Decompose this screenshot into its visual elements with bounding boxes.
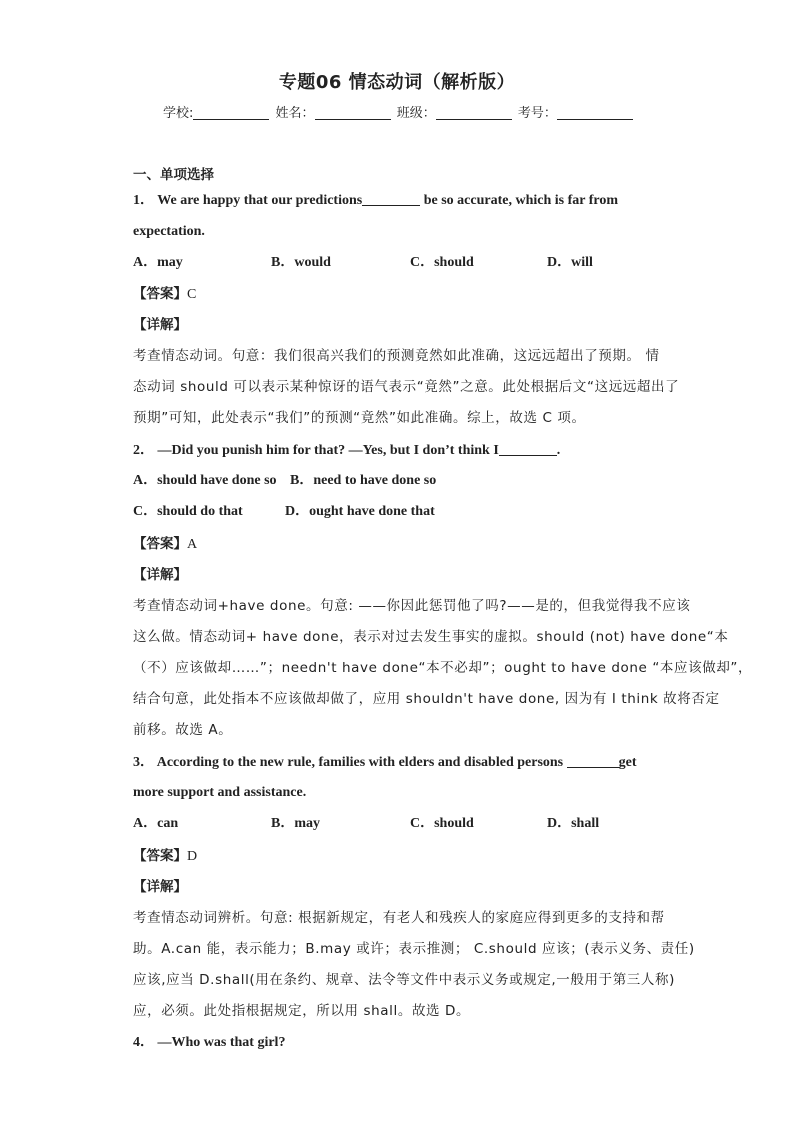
question-4-stem (133, 1034, 285, 1052)
question-2-option-a[interactable]: A．should have done so (133, 473, 277, 488)
question-1-option-b[interactable]: B．would (271, 255, 331, 270)
question-2-option-c[interactable]: C．should do that (133, 504, 243, 519)
question-3-detail-line: 应该,应当 D.shall(用在条约、规章、法令等文件中表示义务或规定,一般用于第三人称) (133, 972, 675, 988)
number-blank[interactable] (557, 105, 633, 120)
school-blank[interactable] (193, 105, 269, 120)
question-3-detail-label: 【详解】 (133, 879, 187, 895)
question-1-detail-line: 态动词 should 可以表示某种惊讶的语气表示“竟然”之意。此处根据后文“这远远超出了 (133, 379, 680, 395)
question-1-option-c[interactable]: C．should (410, 255, 474, 270)
question-1-detail-line: 考查情态动词。句意：我们很高兴我们的预测竟然如此准确，这远远超出了预期。 情 (133, 348, 660, 364)
question-3-stem-line2: more support and assistance. (133, 785, 307, 800)
question-1-detail-label: 【详解】 (133, 317, 187, 333)
question-4-number: 4． (133, 1035, 154, 1050)
question-2-blank (499, 441, 557, 456)
question-3-stem (133, 753, 637, 772)
question-2-detail-label: 【详解】 (133, 567, 187, 583)
name-label: 姓名： (275, 106, 315, 121)
question-2-option-b[interactable]: B．need to have done so (290, 473, 437, 488)
school-label: 学校: (163, 106, 194, 121)
answer-label: 【答案】 (133, 848, 187, 864)
question-3-option-a[interactable]: A．can (133, 816, 179, 831)
question-3-detail-line: 助。A.can 能，表示能力；B.may 或许；表示推测； C.should 应该；(表示义务、责任) (133, 941, 695, 957)
question-3-detail-line: 考查情态动词辨析。句意: 根据新规定，有老人和残疾人的家庭应得到更多的支持和帮 (133, 910, 665, 926)
question-2-text-b: . (556, 443, 561, 458)
question-2-detail-line: 前移。故选 A。 (133, 722, 233, 738)
section-heading: 一、单项选择 (133, 167, 214, 183)
question-2-number: 2． (133, 443, 154, 458)
question-2-stem (133, 441, 560, 460)
question-1-text-a: We are happy that our predictions (157, 193, 363, 208)
answer-label: 【答案】 (133, 536, 187, 552)
answer-value: C (187, 287, 197, 302)
question-1-detail-line: 预期”可知，此处表示“我们”的预测“竟然”如此准确。综上，故选 C 项。 (133, 410, 586, 426)
question-2-detail-line: （不）应该做却……”；needn't have done“本不必却”；ought to have done “本应该做却”， (133, 660, 753, 676)
question-1-text-b: be so accurate, which is far from (423, 193, 619, 208)
question-1-option-a[interactable]: A．may (133, 255, 183, 270)
answer-value: A (187, 537, 198, 552)
question-3-answer (133, 847, 197, 866)
name-blank[interactable] (315, 105, 391, 120)
question-3-option-d[interactable]: D．shall (547, 816, 600, 831)
question-4-text: —Who was that girl? (157, 1035, 286, 1050)
student-info-line (163, 102, 635, 121)
answer-label: 【答案】 (133, 286, 187, 302)
question-2-detail-line: 考查情态动词+have done。句意: ——你因此惩罚他了吗?——是的，但我觉得我不应该 (133, 598, 691, 614)
number-label: 考号： (517, 106, 557, 121)
question-3-text-a: According to the new rule, families with elders and disabled persons (156, 755, 564, 770)
question-1-option-d[interactable]: D．will (547, 255, 593, 270)
question-1-number: 1． (133, 193, 154, 208)
question-3-text-b: get (618, 755, 637, 770)
question-2-option-d[interactable]: D．ought have done that (285, 504, 435, 519)
question-1-stem (133, 191, 618, 210)
question-2-detail-line: 这么做。情态动词+ have done，表示对过去发生事实的虚拟。should (not) have done“本 (133, 629, 729, 645)
page-title: 专题06 情态动词（解析版） (278, 72, 516, 93)
question-1-blank (362, 191, 420, 206)
answer-value: D (187, 849, 198, 864)
question-3-number: 3． (133, 755, 154, 770)
question-3-option-b[interactable]: B．may (271, 816, 320, 831)
question-2-text-a: —Did you punish him for that? —Yes, but I don’t think I (157, 443, 499, 458)
question-1-stem-line2: expectation. (133, 224, 205, 239)
class-label: 班级： (396, 106, 436, 121)
class-blank[interactable] (436, 105, 512, 120)
question-2-detail-line: 结合句意，此处指本不应该做却做了，应用 shouldn't have done, 因为有 I think 故将否定 (133, 691, 720, 707)
question-3-blank (567, 753, 619, 768)
question-1-answer (133, 285, 196, 304)
question-3-detail-line: 应，必须。此处指根据规定，所以用 shall。故选 D。 (133, 1003, 471, 1019)
question-2-answer (133, 535, 197, 554)
question-3-option-c[interactable]: C．should (410, 816, 474, 831)
